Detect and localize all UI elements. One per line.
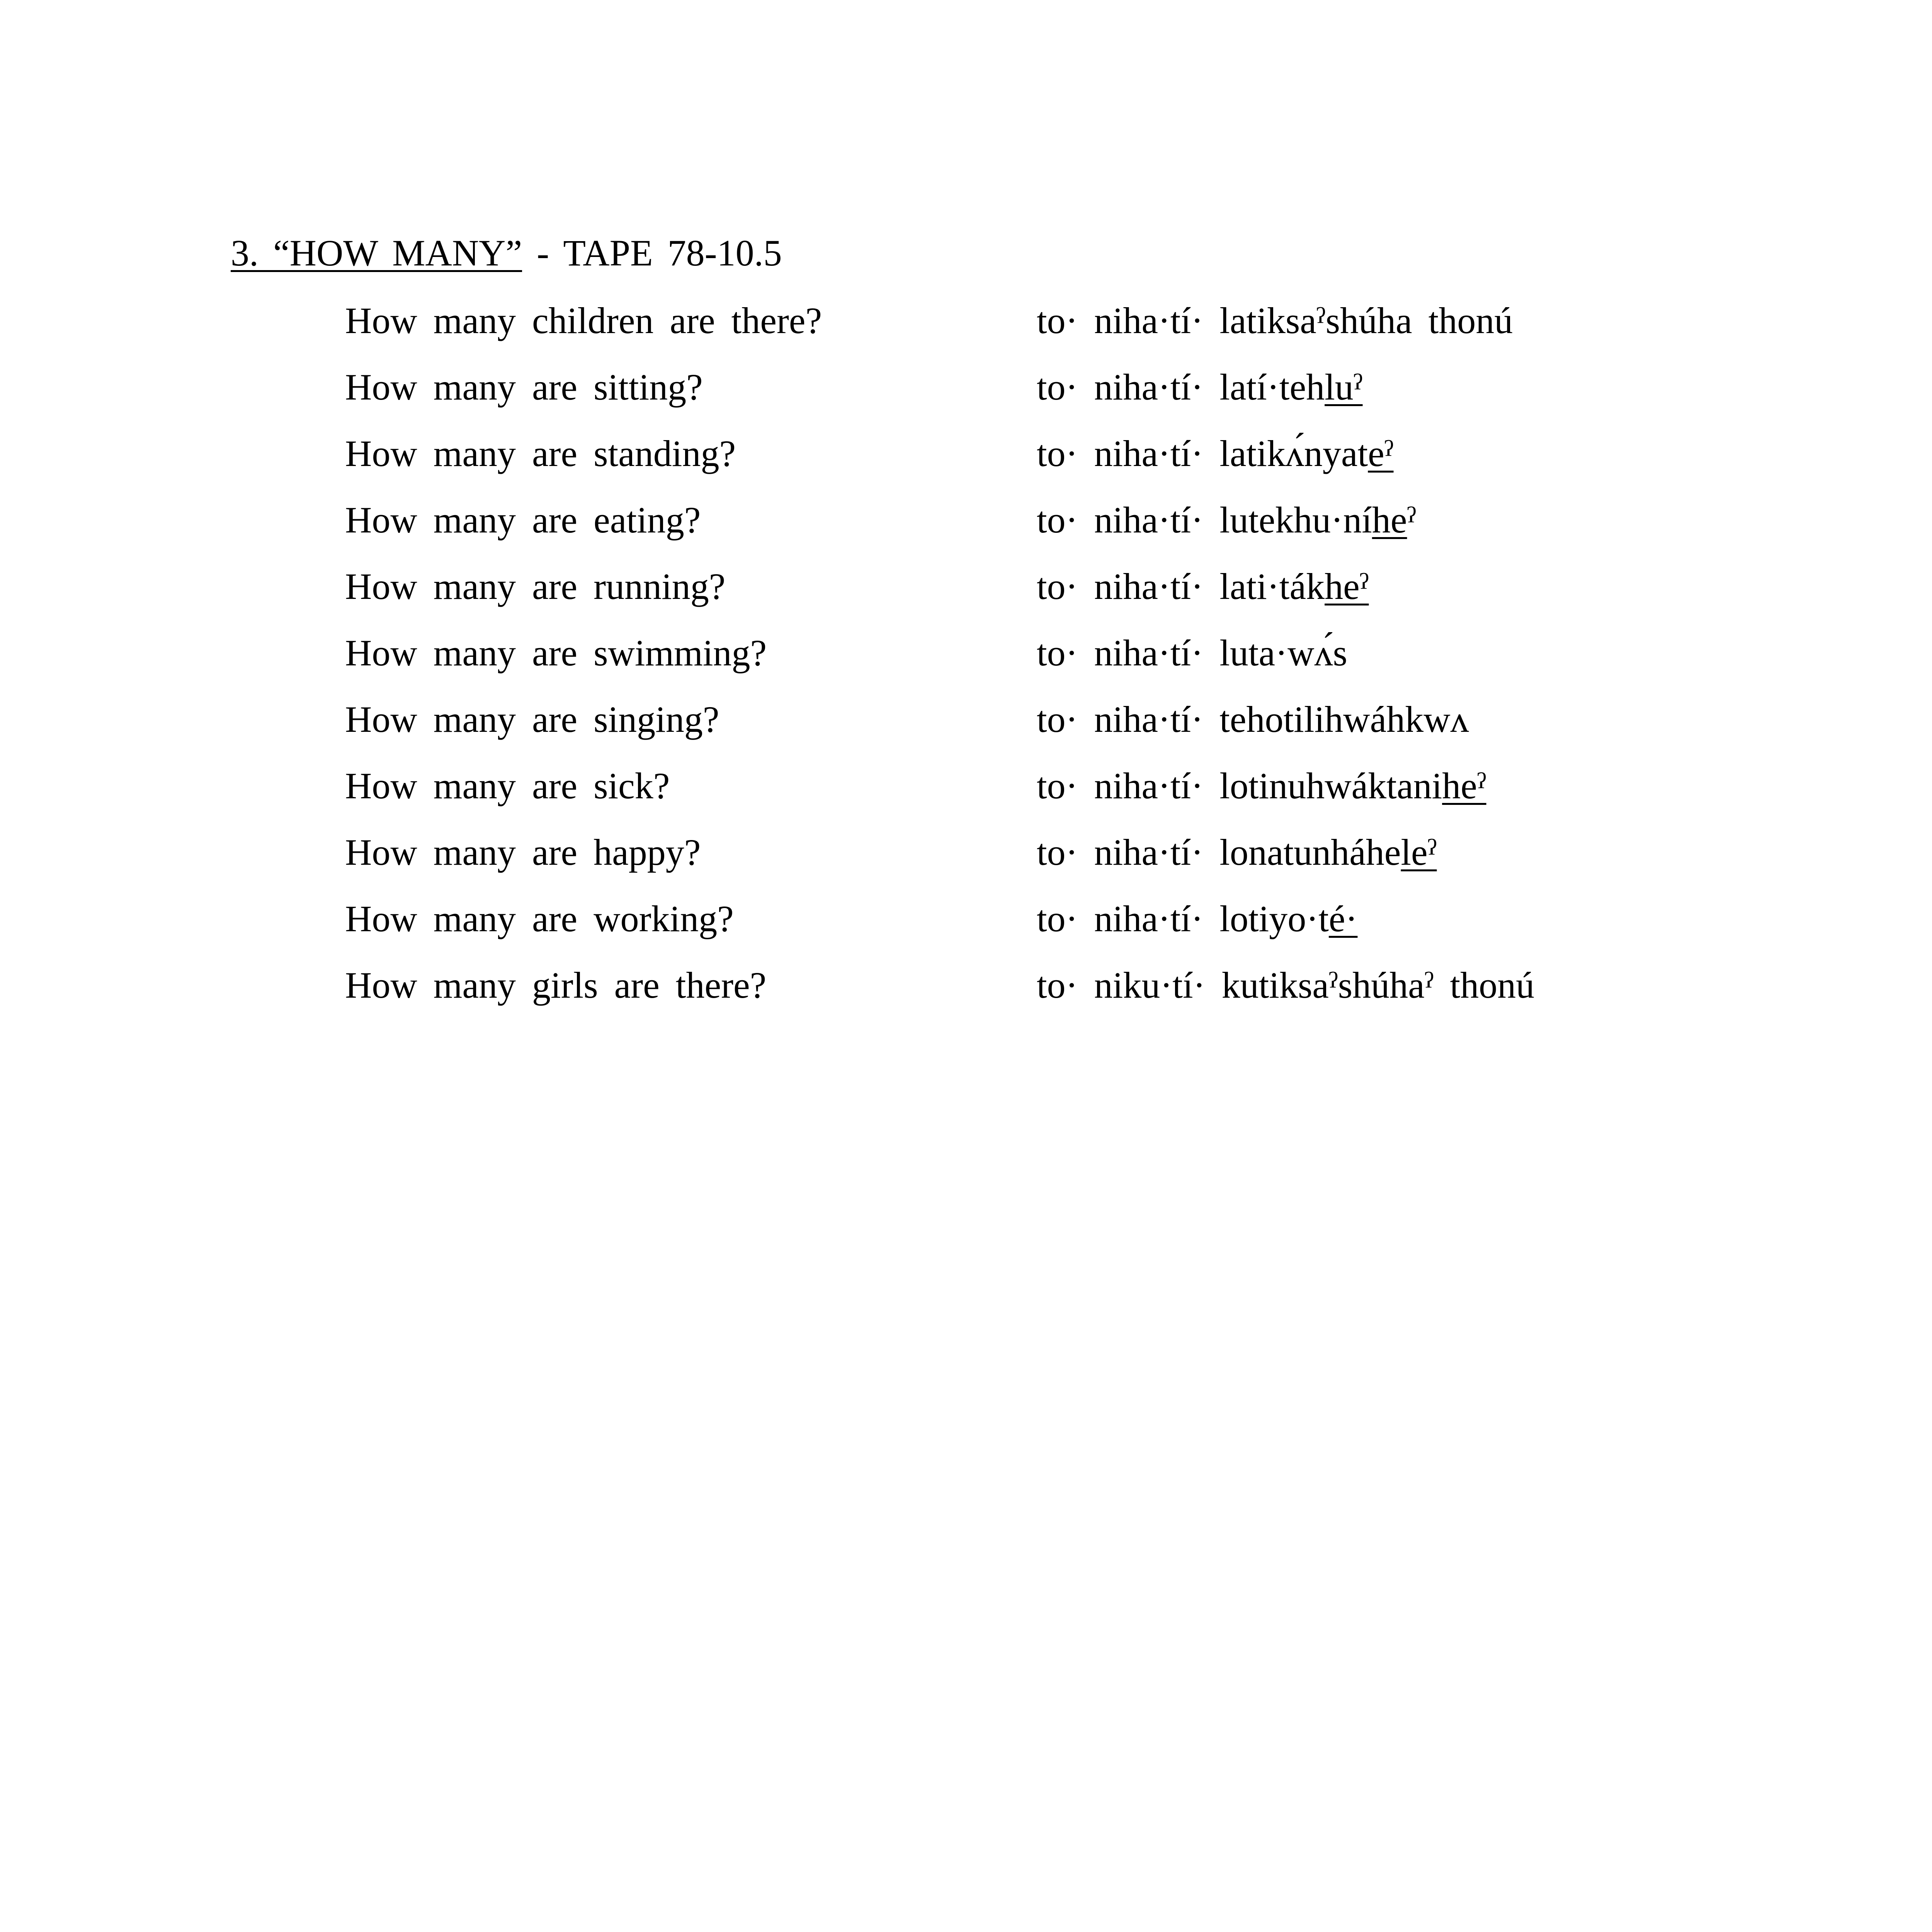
english-phrase: How many are sick? — [345, 765, 670, 806]
underlined-segment: luˀ — [1325, 366, 1363, 408]
english-phrase: How many are working? — [345, 898, 734, 939]
mohawk-translation — [1037, 429, 1394, 479]
section-title: 3. “HOW MANY” — [231, 232, 522, 274]
mohawk-translation — [1037, 894, 1357, 944]
text-segment: to· niha·tí· lutekhu·ní — [1037, 499, 1372, 541]
phrase-row — [0, 761, 1932, 827]
english-phrase: How many are singing? — [345, 699, 719, 740]
text-segment: to· niha·tí· lati·ták — [1037, 566, 1325, 607]
english-phrase: How many girls are there? — [345, 964, 767, 1006]
phrase-row — [0, 628, 1932, 694]
english-phrase: How many are eating? — [345, 499, 701, 541]
mohawk-translation — [1037, 362, 1363, 412]
text-segment: to· niha·tí· latikʌ́nyat — [1037, 433, 1368, 474]
text-segment: to· niha·tí· latí·teh — [1037, 366, 1325, 408]
underlined-segment: eˀ — [1368, 433, 1394, 474]
underlined-segment: heˀ — [1325, 566, 1369, 607]
text-segment: to· niha·tí· latiksaˀshúha thonú — [1037, 300, 1513, 341]
phrase-row — [0, 894, 1932, 960]
mohawk-translation — [1037, 761, 1486, 811]
english-phrase: How many are sitting? — [345, 366, 703, 408]
section-heading — [231, 228, 782, 278]
mohawk-translation — [1037, 495, 1416, 545]
english-phrase: How many are running? — [345, 566, 726, 607]
english-phrase: How many are swimming? — [345, 632, 767, 673]
mohawk-translation — [1037, 694, 1469, 745]
mohawk-translation — [1037, 628, 1347, 678]
mohawk-translation — [1037, 561, 1369, 612]
phrase-row — [0, 561, 1932, 628]
phrase-row — [0, 429, 1932, 495]
text-segment: to· niha·tí· lotiyo·t — [1037, 898, 1329, 939]
text-segment: to· niha·tí· lotinuhwáktani — [1037, 765, 1442, 806]
phrase-row — [0, 362, 1932, 429]
mohawk-translation — [1037, 960, 1534, 1010]
mohawk-translation — [1037, 827, 1437, 878]
english-phrase: How many are happy? — [345, 832, 701, 873]
phrase-row — [0, 960, 1932, 1027]
text-segment: to· niha·tí· lonatunháhe — [1037, 832, 1401, 873]
underlined-segment: heˀ — [1442, 765, 1486, 806]
phrase-row — [0, 827, 1932, 894]
phrase-row — [0, 296, 1932, 362]
mohawk-translation — [1037, 296, 1513, 346]
text-segment: ˀ — [1407, 499, 1417, 541]
underlined-segment: é· — [1328, 898, 1358, 939]
tape-reference: - TAPE 78-10.5 — [522, 232, 782, 274]
phrase-row — [0, 495, 1932, 561]
phrase-list — [0, 296, 1932, 1027]
text-segment: to· niha·tí· luta·wʌ́s — [1037, 632, 1347, 673]
text-segment: to· niha·tí· tehotilihwáhkwʌ — [1037, 699, 1469, 740]
phrase-row — [0, 694, 1932, 761]
underlined-segment: leˀ — [1401, 832, 1437, 873]
underlined-segment: he — [1372, 499, 1407, 541]
english-phrase: How many are standing? — [345, 433, 736, 474]
english-phrase: How many children are there? — [345, 300, 822, 341]
text-segment: to· niku·tí· kutiksaˀshúhaˀ thonú — [1037, 964, 1535, 1006]
